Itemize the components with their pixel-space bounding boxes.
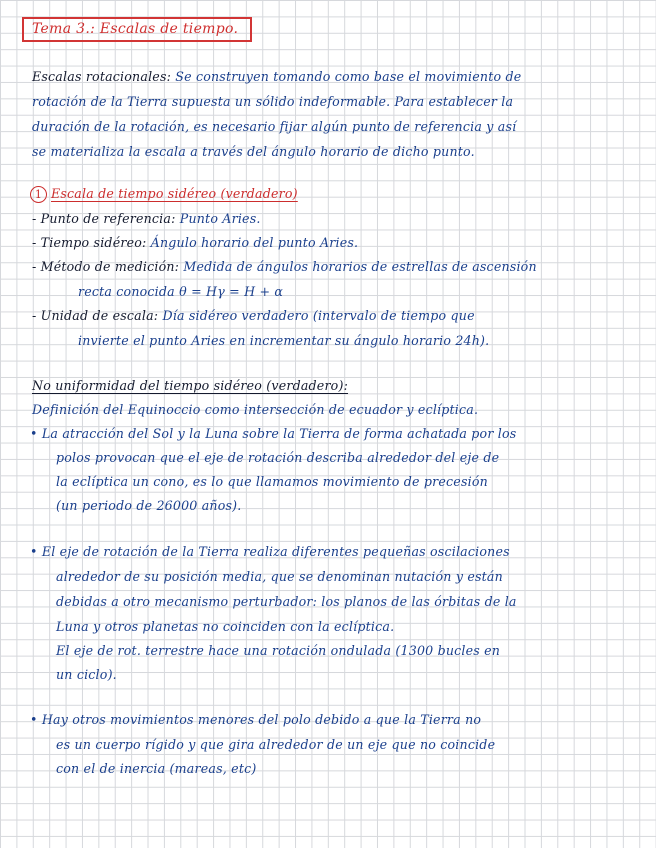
section2-heading: No uniformidad del tiempo sidéreo (verdadero):	[32, 378, 349, 393]
bullet2-line-3: debidas a otro mecanismo perturbador: los planos de las órbitas de la	[56, 594, 517, 609]
bullet3-line-2: es un cuerpo rígido y que gira alrededor de un eje que no coincide	[56, 737, 496, 752]
bullet3-line-3: con el de inercia (mareas, etc)	[56, 761, 257, 776]
bullet1-line-4: (un periodo de 26000 años).	[56, 498, 242, 513]
item-punto-referencia: - Punto de referencia: Punto Aries.	[32, 211, 261, 226]
section1-heading-text: Escala de tiempo sidéreo (verdadero)	[51, 186, 298, 201]
intro-text-1: Se construyen tomando como base el movimiento de	[175, 69, 522, 84]
bullet2-line-6: un ciclo).	[56, 667, 117, 682]
item-label: Método de medición:	[40, 259, 180, 274]
bullet3-text-1: Hay otros movimientos menores del polo debido a que la Tierra no	[41, 712, 482, 727]
intro-label: Escalas rotacionales:	[32, 69, 172, 84]
bullet1-line-2: polos provocan que el eje de rotación describa alrededor del eje de	[56, 450, 500, 465]
page-title: Tema 3.: Escalas de tiempo.	[22, 17, 252, 42]
bullet1-text-1: La atracción del Sol y la Luna sobre la Tierra de forma achatada por los	[41, 426, 517, 441]
item-label: Punto de referencia:	[40, 211, 176, 226]
item-metodo-continuation: recta conocida θ = Hγ = H + α	[78, 284, 284, 299]
item-text: Ángulo horario del punto Aries.	[150, 235, 359, 250]
item-tiempo-sidereo: - Tiempo sidéreo: Ángulo horario del punto Aries.	[32, 235, 359, 250]
bullet1-line-1: • La atracción del Sol y la Luna sobre la Tierra de forma achatada por los	[30, 426, 517, 441]
intro-line-4: se materializa la escala a través del ángulo horario de dicho punto.	[32, 144, 475, 159]
bullet3-line-1: • Hay otros movimientos menores del polo debido a que la Tierra no	[30, 712, 482, 727]
section2-definition: Definición del Equinoccio como intersección de ecuador y eclíptica.	[32, 402, 479, 417]
intro-line-2: rotación de la Tierra supuesta un sólido indeformable. Para establecer la	[32, 94, 514, 109]
bullet2-line-2: alrededor de su posición media, que se denominan nutación y están	[56, 569, 503, 584]
bullet2-line-5: El eje de rot. terrestre hace una rotación ondulada (1300 bucles en	[56, 643, 501, 658]
bullet2-text-1: El eje de rotación de la Tierra realiza diferentes pequeñas oscilaciones	[41, 544, 510, 559]
item-label: Tiempo sidéreo:	[40, 235, 147, 250]
item-label: Unidad de escala:	[40, 308, 159, 323]
section1-heading	[30, 186, 298, 203]
bullet1-line-3: la eclíptica un cono, es lo que llamamos movimiento de precesión	[56, 474, 488, 489]
item-metodo-medicion: - Método de medición: Medida de ángulos horarios de estrellas de ascensión	[32, 259, 537, 274]
item-text: Medida de ángulos horarios de estrellas de ascensión	[183, 259, 537, 274]
section1-number: 1	[30, 186, 47, 203]
item-unidad-escala: - Unidad de escala: Día sidéreo verdadero (intervalo de tiempo que	[32, 308, 475, 323]
intro-line-1	[32, 69, 521, 84]
item-unidad-continuation: invierte el punto Aries en incrementar su ángulo horario 24h).	[78, 333, 490, 348]
item-text: Día sidéreo verdadero (intervalo de tiempo que	[162, 308, 475, 323]
bullet2-line-1: • El eje de rotación de la Tierra realiza diferentes pequeñas oscilaciones	[30, 544, 510, 559]
item-text: Punto Aries.	[179, 211, 261, 226]
intro-line-3: duración de la rotación, es necesario fijar algún punto de referencia y así	[32, 119, 517, 134]
bullet2-line-4: Luna y otros planetas no coinciden con la eclíptica.	[56, 619, 395, 634]
